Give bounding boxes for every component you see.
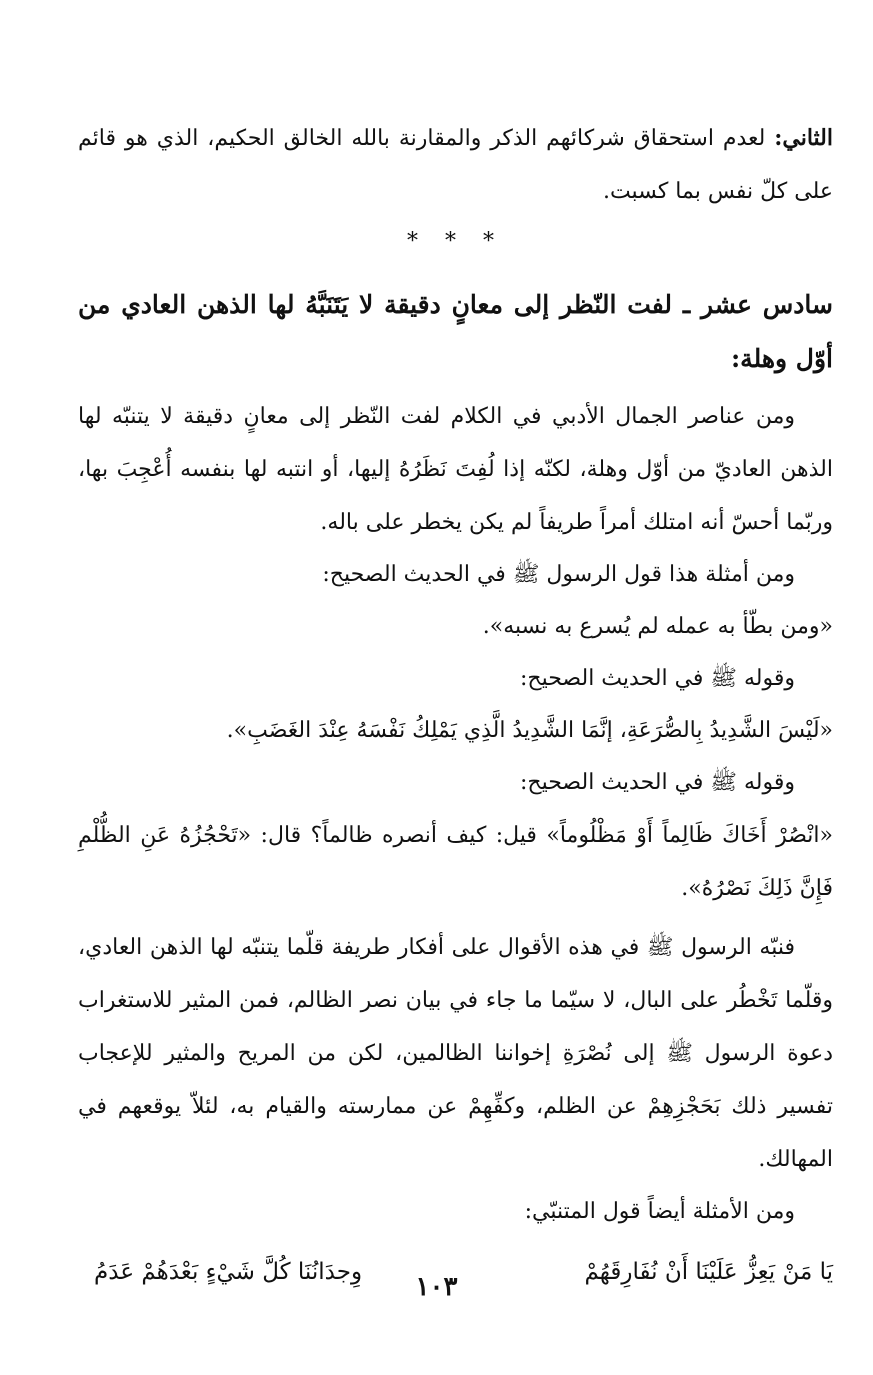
examples-intro-3: وقوله ﷺ في الحديث الصحيح: — [519, 770, 795, 795]
paragraph-second-point — [78, 112, 833, 218]
poetry-intro: ومن الأمثلة أيضاً قول المتنبّي: — [524, 1199, 795, 1224]
verse-hemistich-first: يَا مَنْ يَعِزُّ عَلَيْنَا أَنْ نُفَارِقَهُمْ — [584, 1259, 833, 1285]
examples-intro: ومن أمثلة هذا قول الرسول ﷺ في الحديث الصحيح: — [322, 562, 795, 587]
intro-paragraph: ومن عناصر الجمال الأدبي في الكلام لفت النّظر إلى معانٍ دقيقة لا يتنبّه لها الذهن العاديّ من أوّل وهلة، لكنّه إذا لُفِتَ نَظَرُهُ إليها، أو انتبه لها بنفسه أُعْجِبَ بها، وربّما أحسّ أنه امتلك أمراً طريفاً لم يكن يخطر على باله. — [78, 404, 833, 535]
page-body — [78, 112, 833, 1302]
section-heading: سادس عشر ـ لفت النّظر إلى معانٍ دقيقة لا يَتَنَبَّهُ لها الذهن العادي من أوّل وهلة: — [78, 290, 833, 373]
examples-intro-2: وقوله ﷺ في الحديث الصحيح: — [519, 666, 795, 691]
section-separator: * * * — [407, 229, 504, 254]
point-text: لعدم استحقاق شركائهم الذكر والمقارنة بالله الخالق الحكيم، الذي هو قائم على كلّ نفس بما كسبت. — [78, 126, 833, 204]
explanation-paragraph: فنبّه الرسول ﷺ في هذه الأقوال على أفكار طريفة قلّما يتنبّه لها الذهن العادي، وقلّما تَخْطُر على البال، لا سيّما ما جاء في بيان نصر الظالم، فمن المثير للاستغراب دعوة الرسول ﷺ إلى نُصْرَةِ إخواننا الظالمين، لكن من المريح والمثير للإعجاب تفسير ذلك بَحَجْزِهِمْ عن الظلم، وكفِّهِمْ عن ممارسته والقيام به، لئلاّ يوقعهم في المهالك. — [78, 935, 833, 1172]
verse-hemistich-second: وِجدَانُنَا كُلَّ شَيْءٍ بَعْدَهُمْ عَدَمُ — [94, 1259, 363, 1285]
hadith-quote-1: «ومن بطّأ به عمله لم يُسرع به نسبه». — [482, 614, 833, 639]
point-label: الثاني: — [774, 125, 833, 151]
hadith-quote-2: «لَيْسَ الشَّدِيدُ بِالصُّرَعَةِ، إنَّمَا الشَّدِيدُ الَّذِي يَمْلِكُ نَفْسَهُ عِنْدَ الغَضَبِ». — [226, 718, 833, 743]
hadith-quote-3: «انْصُرْ أَخَاكَ ظَالِماً أَوْ مَظْلُوماً» قيل: كيف أنصره ظالماً؟ قال: «تَحْجُزُهُ عَنِ الظُّلْمِ فَإِنَّ ذَلِكَ نَصْرُهُ». — [78, 823, 833, 901]
page-number: ١٠٣ — [415, 1272, 458, 1302]
